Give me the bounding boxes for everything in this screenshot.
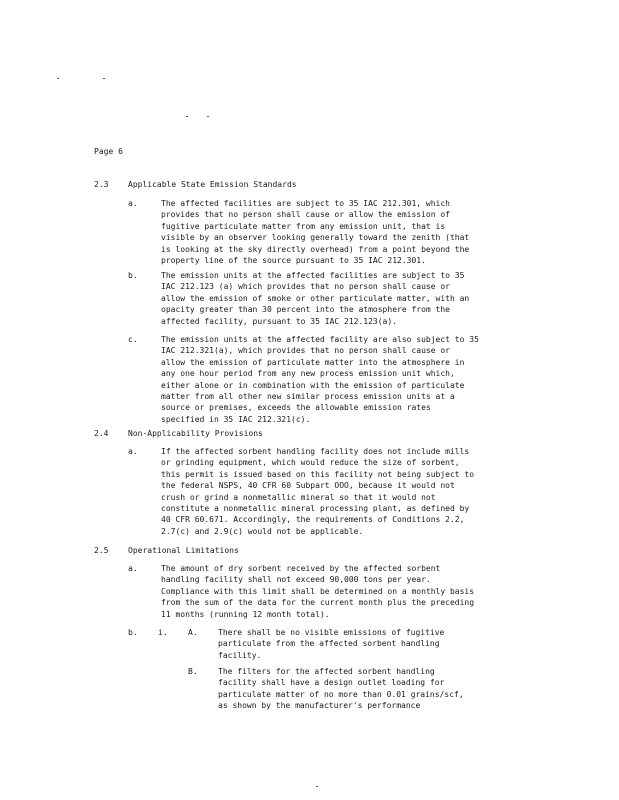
item-label: a. [128,564,138,573]
section-number: 2.4 [94,429,109,438]
text-line: allow the emission of particulate matter into the atmosphere in [161,357,465,367]
text-line: crush or grind a nonmetallic mineral so that it would not [161,492,436,502]
text-line: 11 months (running 12 month total). [161,609,330,619]
scan-speck [57,78,59,79]
text-line: opacity greater than 30 percent into the atmosphere from the [161,305,450,315]
text-line: IAC 212.123 (a) which provides that no person shall cause or [161,282,450,292]
text-line: the federal NSPS, 40 CFR 60 Subpart OOO, because it would not [161,481,455,491]
text-line: There shall be no visible emissions of fugitive [218,628,445,637]
page-label: Page 6 [94,147,123,156]
text-line: If the affected sorbent handling facility does not include mills [161,447,470,456]
text-line: facility. [218,650,262,660]
entry-text [218,666,464,712]
text-line: The amount of dry sorbent received by the affected sorbent [161,564,441,573]
text-line: from the sum of the data for the current month plus the preceding [161,598,475,608]
scan-speck [207,116,209,117]
scan-speck [186,116,188,117]
subitem-label: i. [158,628,168,637]
text-line: constitute a nonmetallic mineral processing plant, as defined by [161,503,470,513]
text-line: or grinding equipment, which would reduce the size of sorbent, [161,458,460,468]
item-text [161,198,469,266]
entry-text [218,627,444,661]
text-line: as shown by the manufacturer's performance [218,701,421,711]
text-line: allow the emission of smoke or other particulate matter, with an [161,293,470,303]
item-text [161,334,479,425]
text-line: The emission units at the affected facilities are subject to 35 [161,271,465,280]
text-line: either alone or in combination with the emission of particulate [161,380,465,390]
item-text [161,446,474,537]
item-text [161,563,474,620]
entry-label: A. [188,628,198,637]
text-line: provides that no person shall cause or allow the emission of [161,210,450,220]
scan-speck [316,786,318,787]
item-label: a. [128,447,138,456]
text-line: The affected facilities are subject to 35 IAC 212.301, which [161,199,450,208]
text-line: handling facility shall not exceed 90,000 tons per year. [161,575,431,585]
text-line: The emission units at the affected facility are also subject to 35 [161,335,479,344]
section-number: 2.5 [94,546,109,555]
text-line: this permit is issued based on this facility not being subject to [161,469,475,479]
text-line: 2.7(c) and 2.9(c) would not be applicable. [161,526,364,536]
text-line: The filters for the affected sorbent handling [218,667,435,676]
text-line: any one hour period from any new process emission unit which, [161,369,455,379]
text-line: IAC 212.321(a), which provides that no person shall cause or [161,346,450,356]
text-line: property line of the source pursuant to 35 IAC 212.301. [161,255,426,265]
section-title: Non-Applicability Provisions [128,429,263,438]
text-line: is looking at the sky directly overhead) from a point beyond the [161,244,470,254]
text-line: 40 CFR 60.671. Accordingly, the requirements of Conditions 2.2, [161,515,465,525]
item-label: b. [128,628,138,637]
item-label: a. [128,199,138,208]
scan-speck [103,78,105,79]
section-title: Operational Limitations [128,546,239,555]
item-label: c. [128,335,138,344]
text-line: facility shall have a design outlet loading for [218,678,445,688]
text-line: source or premises, exceeds the allowable emission rates [161,403,431,413]
text-line: affected facility, pursuant to 35 IAC 212.123(a). [161,316,398,326]
text-line: particulate from the affected sorbent handling [218,639,440,649]
text-line: particulate matter of no more than 0.01 grains/scf, [218,689,464,699]
text-line: fugitive particulate matter from any emission unit, that is [161,221,446,231]
text-line: visible by an observer looking generally toward the zenith (that [161,233,470,243]
entry-label: B. [188,667,198,676]
text-line: Compliance with this limit shall be determined on a monthly basis [161,586,475,596]
section-title: Applicable State Emission Standards [128,180,297,189]
section-number: 2.3 [94,180,109,189]
item-label: b. [128,271,138,280]
text-line: matter from all other new similar process emission units at a [161,391,455,401]
text-line: specified in 35 IAC 212.321(c). [161,414,311,424]
item-text [161,270,469,327]
